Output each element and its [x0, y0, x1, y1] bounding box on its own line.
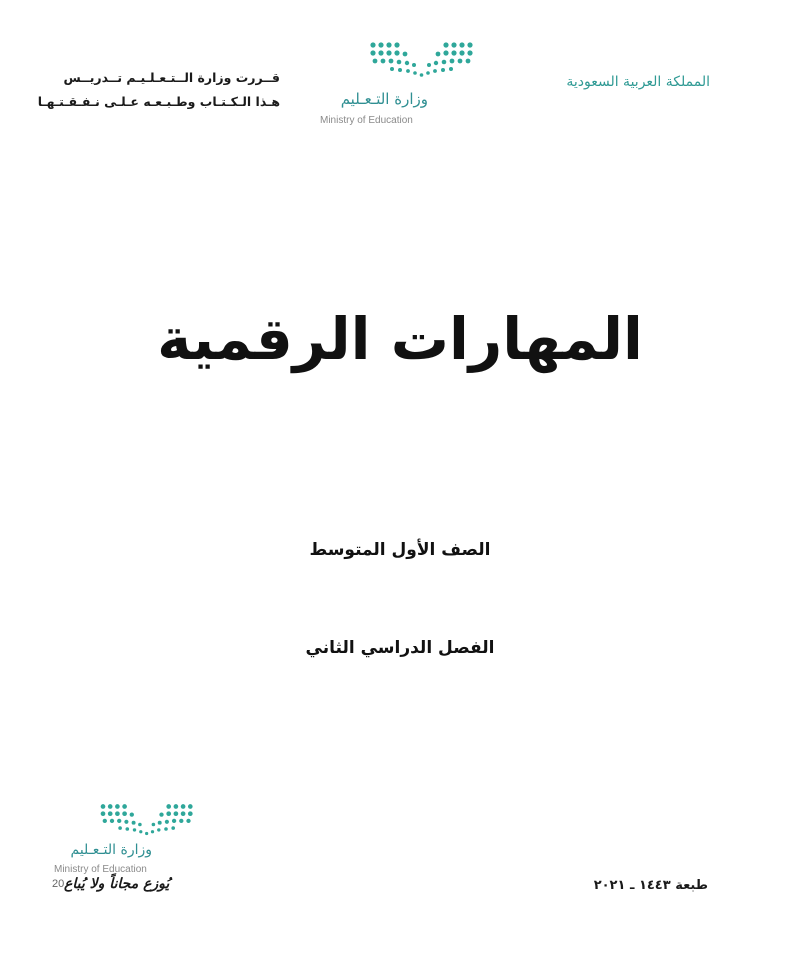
book-title: المهارات الرقمية [157, 305, 643, 373]
free-distribution-stamp: يُوزع مجاناً ولا يُباع [64, 876, 170, 892]
ministry-approval-notice [37, 66, 280, 114]
kingdom-name: المملكة العربية السعودية [566, 74, 710, 90]
edition-label: طبعة ١٤٤٣ ـ ٢٠٢١ [593, 878, 708, 893]
ministry-dots-icon [98, 802, 198, 838]
year-fragment: 20 [52, 878, 65, 890]
grade-label: الصف الأول المتوسط [309, 540, 491, 560]
ministry-logo-english: Ministry of Education [320, 115, 413, 126]
approval-line-2: هـذا الـكـتـاب وطـبـعـه عـلـى نـفـقـتـهـا [37, 94, 280, 109]
ministry-logo-bottom [52, 800, 202, 900]
ministry-logo-arabic: وزارة التـعـليم [340, 90, 428, 108]
ministry-dots-icon [368, 40, 478, 80]
ministry-logo-top [318, 40, 436, 130]
approval-line-1: قــررت وزارة الــتـعـلـيـم تــدريــس [63, 70, 280, 85]
semester-label: الفصل الدراسي الثاني [305, 638, 495, 658]
ministry-logo-arabic: وزارة التـعـليم [70, 842, 152, 858]
ministry-logo-english: Ministry of Education [54, 864, 147, 875]
